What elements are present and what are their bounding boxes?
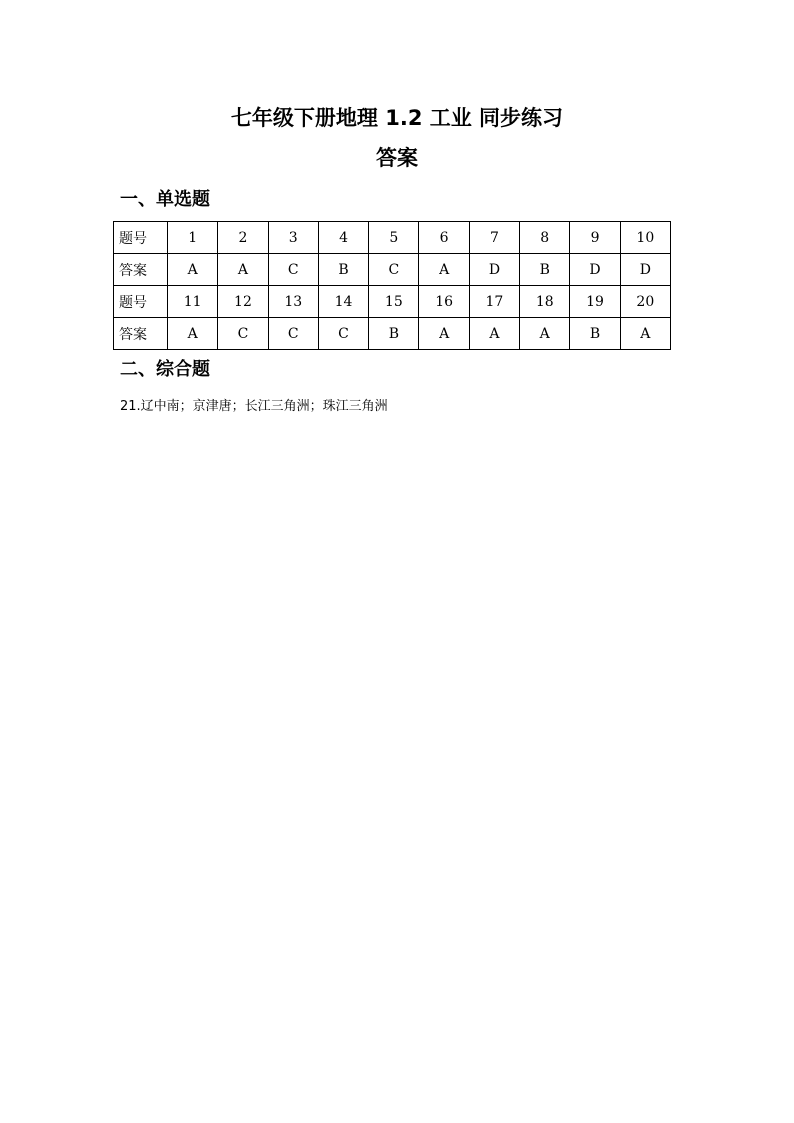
table-cell: 17 <box>469 286 519 318</box>
table-cell: 10 <box>620 222 670 254</box>
table-cell: 7 <box>469 222 519 254</box>
row-label: 答案 <box>114 254 168 286</box>
table-cell: B <box>318 254 368 286</box>
table-cell: C <box>318 318 368 350</box>
table-cell: A <box>469 318 519 350</box>
table-cell: 15 <box>369 286 419 318</box>
table-row-answers-2 <box>114 318 671 350</box>
table-row-answers-1 <box>114 254 671 286</box>
table-cell: 19 <box>570 286 620 318</box>
table-cell: C <box>268 318 318 350</box>
section-heading-comprehensive: 二、综合题 <box>120 359 210 380</box>
table-cell: 3 <box>268 222 318 254</box>
table-cell: B <box>520 254 570 286</box>
table-cell: A <box>419 318 469 350</box>
table-cell: 13 <box>268 286 318 318</box>
table-cell: C <box>218 318 268 350</box>
table-cell: B <box>570 318 620 350</box>
row-label: 答案 <box>114 318 168 350</box>
table-cell: 5 <box>369 222 419 254</box>
table-cell: 18 <box>520 286 570 318</box>
table-cell: 12 <box>218 286 268 318</box>
table-cell: 1 <box>168 222 218 254</box>
table-cell: 16 <box>419 286 469 318</box>
table-cell: C <box>369 254 419 286</box>
table-cell: A <box>419 254 469 286</box>
table-cell: 11 <box>168 286 218 318</box>
table-cell: D <box>620 254 670 286</box>
row-label: 题号 <box>114 286 168 318</box>
table-cell: 2 <box>218 222 268 254</box>
table-cell: A <box>168 254 218 286</box>
table-cell: A <box>520 318 570 350</box>
table-cell: A <box>620 318 670 350</box>
document-title: 七年级下册地理 1.2 工业 同步练习 <box>230 106 564 130</box>
document-subtitle: 答案 <box>376 146 418 170</box>
table-cell: B <box>369 318 419 350</box>
question-21-answer: 21.辽中南；京津唐；长江三角洲；珠江三角洲 <box>120 399 388 414</box>
table-cell: 20 <box>620 286 670 318</box>
table-cell: A <box>168 318 218 350</box>
answer-table <box>113 221 671 350</box>
table-cell: 14 <box>318 286 368 318</box>
table-cell: 9 <box>570 222 620 254</box>
row-label: 题号 <box>114 222 168 254</box>
table-row-question-numbers-1 <box>114 222 671 254</box>
table-cell: C <box>268 254 318 286</box>
table-row-question-numbers-2 <box>114 286 671 318</box>
table-cell: D <box>469 254 519 286</box>
table-cell: A <box>218 254 268 286</box>
table-cell: 8 <box>520 222 570 254</box>
table-cell: 6 <box>419 222 469 254</box>
section-heading-single-choice: 一、单选题 <box>120 189 210 210</box>
table-cell: 4 <box>318 222 368 254</box>
table-cell: D <box>570 254 620 286</box>
